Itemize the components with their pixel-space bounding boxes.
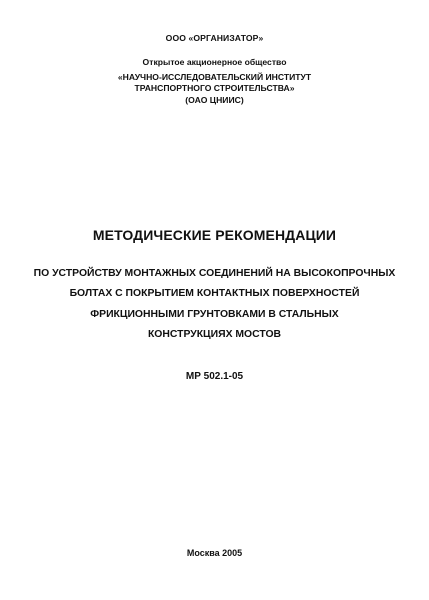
subtitle-line-1: ПО УСТРОЙСТВУ МОНТАЖНЫХ СОЕДИНЕНИЙ НА ВЫСОКОПРОЧНЫХ — [33, 268, 396, 279]
document-subtitle — [0, 264, 429, 345]
issuer-name-line-1: «НАУЧНО-ИССЛЕДОВАТЕЛЬСКИЙ ИНСТИТУТ — [117, 72, 312, 82]
organizer-name: ООО «ОРГАНИЗАТОР» — [165, 33, 264, 43]
document-code: МР 502.1-05 — [185, 371, 244, 382]
issuer-intro: Открытое акционерное общество — [142, 57, 287, 67]
issuer-name-line-2: ТРАНСПОРТНОГО СТРОИТЕЛЬСТВА» — [134, 83, 295, 93]
issuer-name-line-3: (ОАО ЦНИИС) — [185, 95, 244, 105]
place-and-year: Москва 2005 — [186, 548, 243, 558]
document-title: МЕТОДИЧЕСКИЕ РЕКОМЕНДАЦИИ — [92, 227, 337, 243]
subtitle-line-4: КОНСТРУКЦИЯХ МОСТОВ — [147, 328, 282, 340]
subtitle-line-3: ФРИКЦИОННЫМИ ГРУНТОВКАМИ В СТАЛЬНЫХ — [90, 308, 339, 320]
subtitle-line-2: БОЛТАХ С ПОКРЫТИЕМ КОНТАКТНЫХ ПОВЕРХНОСТЕЙ — [69, 288, 360, 300]
